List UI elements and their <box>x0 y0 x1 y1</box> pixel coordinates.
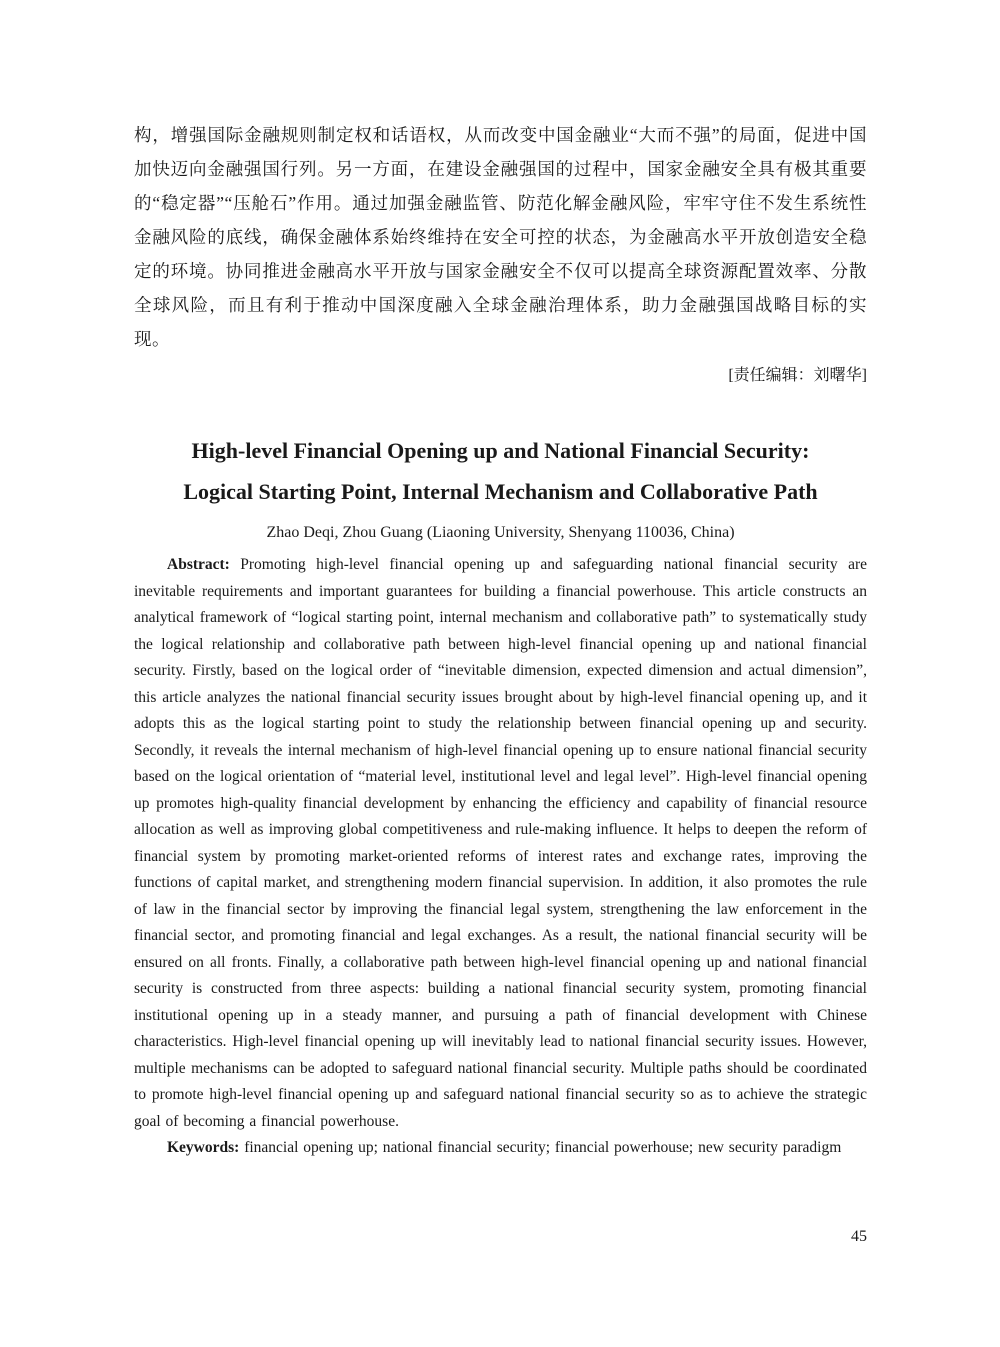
article-title <box>134 430 867 512</box>
editor-note: [责任编辑：刘曙华] <box>728 367 867 384</box>
page-content <box>134 0 867 1162</box>
keywords-text: financial opening up; national financial security; financial powerhouse; new security paradigm <box>244 1139 842 1156</box>
page-number: 45 <box>851 1228 867 1245</box>
author-affiliation-line: Zhao Deqi, Zhou Guang (Liaoning University, Shenyang 110036, China) <box>266 524 735 541</box>
article-title-line2: Logical Starting Point, Internal Mechanism and Collaborative Path <box>183 479 818 504</box>
keywords-paragraph <box>134 1135 867 1162</box>
keywords-label: Keywords: <box>167 1139 240 1156</box>
abstract-paragraph <box>134 552 867 1135</box>
article-title-line1: High-level Financial Opening up and National Financial Security: <box>191 438 810 463</box>
chinese-conclusion-paragraph: 构，增强国际金融规则制定权和话语权，从而改变中国金融业“大而不强”的局面，促进中国加快迈向金融强国行列。另一方面，在建设金融强国的过程中，国家金融安全具有极其重要的“稳定器”“压舱石”作用。通过加强金融监管、防范化解金融风险，牢牢守住不发生系统性金融风险的底线，确保金融体系始终维持在安全可控的状态，为金融高水平开放创造安全稳定的环境。协同推进金融高水平开放与国家金融安全不仅可以提高全球资源配置效率、分散全球风险，而且有利于推动中国深度融入全球金融治理体系，助力金融强国战略目标的实现。 <box>134 125 867 349</box>
abstract-text: Promoting high-level financial opening up and safeguarding national financial security are inevitable requirements and important guarantees for building a financial powerhouse. This article constructs an analytical framework of “logical starting point, internal mechanism and collaborative path” to systematically study the logical relationship and collaborative path between high-level financial opening up and national financial security. Firstly, based on the logical order of “inevitable dimension, expected dimension and actual dimension”, this article analyzes the national financial security issues brought about by high-level financial opening up, and it adopts this as the logical starting point to study the relationship between financial opening up and security. Secondly, it reveals the internal mechanism of high-level financial opening up to ensure national financial security based on the logical orientation of “material level, institutional level and legal level”. High-level financial opening up promotes high-quality financial development by enhancing the efficiency and capability of financial resource allocation as well as improving global competitiveness and rule-making influence. It helps to deepen the reform of financial system by promoting market-oriented reforms of interest rates and exchange rates, improving the functions of capital market, and strengthening modern financial supervision. In addition, it also promotes the rule of law in the financial sector by improving the financial legal system, strengthening the law enforcement in the financial sector, and promoting financial and legal exchanges. As a result, the national financial security will be ensured on all fronts. Finally, a collaborative path between high-level financial opening up and national financial security is constructed from three aspects: building a national financial security system, promoting financial institutional opening up in a steady manner, and pursuing a path of financial development with Chinese characteristics. High-level financial opening up will inevitably lead to national financial security issues. However, multiple mechanisms can be adopted to safeguard national financial security. Multiple paths should be coordinated to promote high-level financial opening up and safeguard national financial security so as to achieve the strategic goal of becoming a financial powerhouse. <box>134 556 867 1130</box>
abstract-label: Abstract: <box>167 556 230 573</box>
